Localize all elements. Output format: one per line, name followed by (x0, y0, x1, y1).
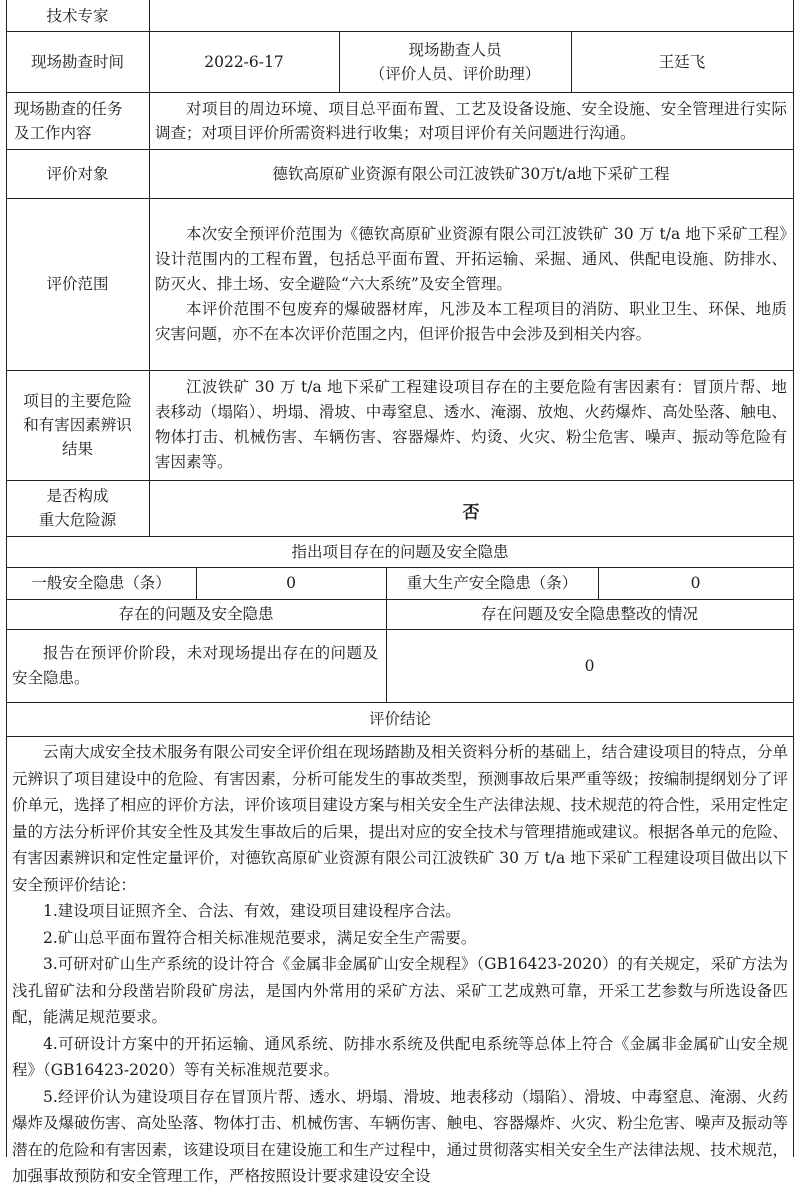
issues-header: 指出项目存在的问题及安全隐患 (291, 542, 509, 561)
general-hazards-label: 一般安全隐患（条） (31, 574, 171, 592)
survey-personnel-label-line2: （评价人员、评价助理） (369, 64, 541, 83)
hazards-text: 江波铁矿 30 万 t/a 地下采矿工程建设项目存在的主要危险有害因素有：冒顶片帮、地表移动（塌陷）、坍塌、滑坡、中毒窒息、透水、淹溺、放炮、火药爆炸、高处坠落、触电、物体打击、机械伤害、车辆伤害、容器爆炸、灼烫、火灾、粉尘危害、噪声、振动等危险有害因素等。 (155, 378, 787, 471)
hazards-label-line3: 结果 (61, 440, 93, 458)
object-label: 评价对象 (46, 164, 109, 183)
hazards-label-line2: 和有害因素辨识 (23, 416, 132, 434)
conclusion-item: 4.可研设计方案中的开拓运输、通风系统、防排水系统及供配电系统等总体上符合《金属非金属矿山安全规程》（GB16423-2020）等有关标准规范要求。 (12, 1034, 788, 1079)
task-label-line1: 现场勘查的任务 (14, 99, 123, 118)
scope-content (149, 198, 793, 370)
scope-paragraph-1: 本次安全预评价范围为《德钦高原矿业资源有限公司江波铁矿 30 万 t/a 地下采矿工程》设计范围内的工程布置，包括总平面布置、开拓运输、采掘、通风、供配电设施、防排水、防灭火、排土场、安全避险“六大系统”及安全管理。 (155, 224, 787, 293)
issues-detail-text: 报告在预评价阶段，未对现场提出存在的问题及安全隐患。 (12, 643, 378, 687)
task-content (149, 92, 793, 149)
object-value: 德钦高原矿业资源有限公司江波铁矿30万t/a地下采矿工程 (272, 164, 670, 183)
scope-label: 评价范围 (46, 275, 109, 293)
rectification-value: 0 (584, 656, 595, 675)
conclusion-item: 5.经评价认为建设项目存在冒顶片帮、透水、坍塌、滑坡、地表移动（塌陷）、滑坡、中毒窒息、淹溺、火药爆炸及爆破伤害、高处坠落、物体打击、机械伤害、车辆伤害、触电、容器爆炸、火灾、粉尘危害、噪声及振动等潜在的危险和有害因素，该建设项目在建设施工和生产过程中，通过贯彻落实相关安全生产法律法规、技术规范，加强事故预防和安全管理工作，严格按照设计要求建设安全设 (12, 1087, 788, 1185)
tech-expert-label: 技术专家 (46, 6, 109, 25)
hazards-label (6, 370, 149, 480)
conclusion-header: 评价结论 (368, 710, 431, 728)
conclusion-body (6, 737, 794, 1185)
major-hazards-label: 重大生产安全隐患（条） (406, 574, 578, 592)
task-label-line2: 及工作内容 (14, 123, 92, 142)
major-hazard-value: 否 (462, 502, 480, 523)
survey-time-value: 2022-6-17 (204, 52, 284, 71)
issues-detail-cell (6, 629, 386, 702)
evaluation-report-table (6, 0, 794, 1185)
survey-personnel-label (339, 31, 571, 92)
task-text: 对项目的周边环境、项目总平面布置、工艺及设备设施、安全设施、安全管理进行实际调查；对项目评价所需资料进行收集；对项目评价有关问题进行沟通。 (155, 99, 787, 142)
conclusion-item: 1.建设项目证照齐全、合法、有效，建设项目建设程序合法。 (43, 902, 461, 920)
major-hazards-count: 0 (690, 574, 701, 592)
major-hazard-label-line1: 是否构成 (46, 487, 109, 505)
conclusion-item: 2.矿山总平面布置符合相关标准规范要求，满足安全生产需要。 (43, 928, 477, 947)
conclusion-item: 3.可研对矿山生产系统的设计符合《金属非金属矿山安全规程》（GB16423-2020）的有关规定，采矿方法为浅孔留矿法和分段凿岩阶段矿房法，是国内外常用的采矿方法、采矿工艺成熟可靠，开采工艺参数与所选设备匹配，能满足规范要求。 (12, 955, 788, 1026)
hazards-label-line1: 项目的主要危险 (23, 392, 132, 410)
issues-column-header-left: 存在的问题及安全隐患 (118, 605, 274, 623)
survey-personnel-label-line1: 现场勘查人员 (408, 40, 502, 59)
hazards-content (149, 370, 793, 480)
major-hazard-label-line2: 重大危险源 (38, 511, 117, 529)
major-hazard-label (6, 480, 149, 536)
task-label (6, 92, 149, 149)
survey-time-label: 现场勘查时间 (30, 52, 124, 71)
survey-personnel-value: 王廷飞 (658, 52, 706, 71)
general-hazards-count: 0 (286, 574, 296, 592)
issues-column-header-right: 存在问题及安全隐患整改的情况 (480, 605, 698, 623)
conclusion-intro: 云南大成安全技术服务有限公司安全评价组在现场踏勘及相关资料分析的基础上，结合建设项目的特点，分单元辨识了项目建设中的危险、有害因素，分析可能发生的事故类型，预测事故后果严重等级；按编制提纲划分了评价单元，选择了相应的评价方法，评价该项目建设方案与相关安全生产法律法规、技术规范的符合性，采用定性定量的方法分析评价其安全性及其发生事故后的后果，提出对应的安全技术与管理措施或建议。根据各单元的危险、有害因素辨识和定性定量评价，对德钦高原矿业资源有限公司江波铁矿 30 万 t/a 地下采矿工程建设项目做出以下安全预评价结论： (12, 743, 788, 894)
scope-paragraph-2: 本评价范围不包废弃的爆破器材库，凡涉及本工程项目的消防、职业卫生、环保、地质灾害问题，亦不在本次评价范围之内，但评价报告中会涉及到相关内容。 (155, 299, 787, 343)
